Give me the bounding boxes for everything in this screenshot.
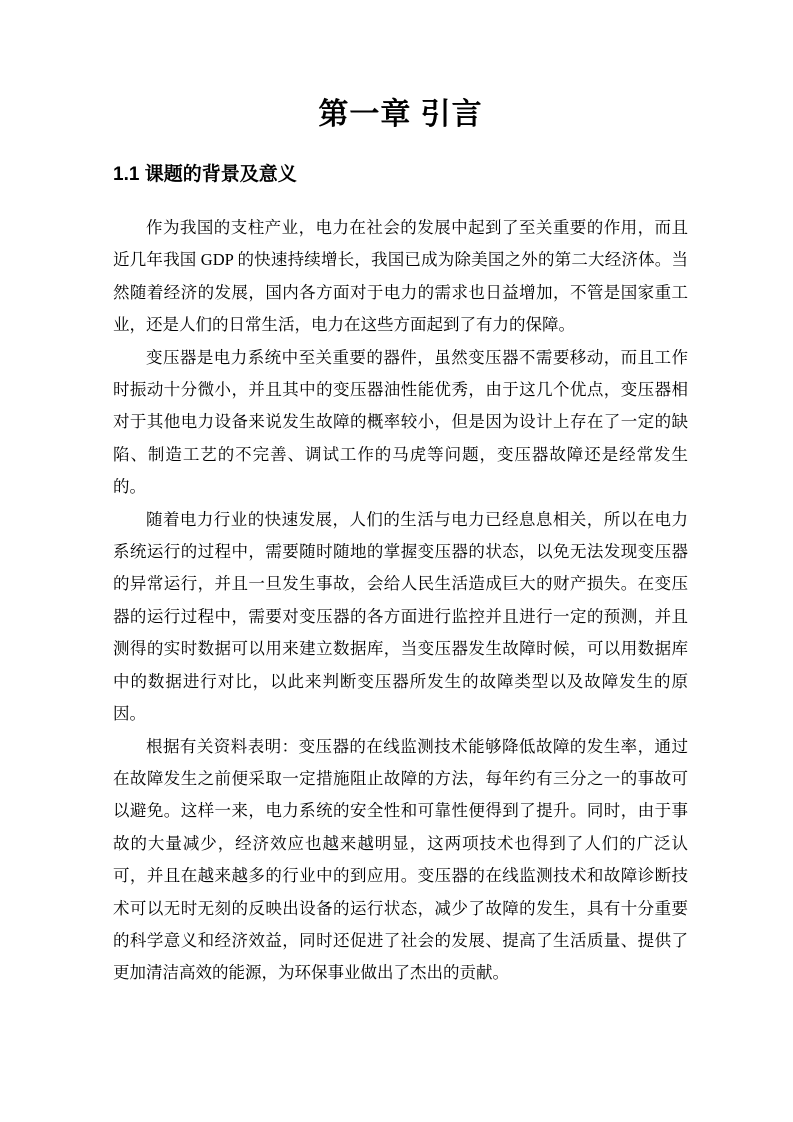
paragraph-2: 变压器是电力系统中至关重要的器件，虽然变压器不需要移动，而且工作时振动十分微小，并且其中的变压器油性能优秀，由于这几个优点，变压器相对于其他电力设备来说发生故障的概率较小，但是因为设计上存在了一定的缺陷、制造工艺的不完善、调试工作的马虎等问题，变压器故障还是经常发生的。 bbox=[113, 347, 688, 497]
paragraph-1: 作为我国的支柱产业，电力在社会的发展中起到了至关重要的作用，而且近几年我国 GDP 的快速持续增长，我国已成为除美国之外的第二大经济体。当然随着经济的发展，国内各方面对于电力的需求也日益增加，不管是国家重工业，还是人们的日常生活，电力在这些方面起到了有力的保障。 bbox=[113, 218, 688, 335]
paragraph-3: 随着电力行业的快速发展，人们的生活与电力已经息息相关，所以在电力系统运行的过程中，需要随时随地的掌握变压器的状态，以免无法发现变压器的异常运行，并且一旦发生事故，会给人民生活造成巨大的财产损失。在变压器的运行过程中，需要对变压器的各方面进行监控并且进行一定的预测，并且测得的实时数据可以用来建立数据库，当变压器发生故障时候，可以用数据库中的数据进行对比，以此来判断变压器所发生的故障类型以及故障发生的原因。 bbox=[113, 509, 688, 724]
section-heading: 1.1 课题的背景及意义 bbox=[113, 164, 297, 185]
body-text bbox=[113, 212, 688, 990]
chapter-title: 第一章 引言 bbox=[318, 98, 483, 131]
paragraph-4: 根据有关资料表明：变压器的在线监测技术能够降低故障的发生率，通过在故障发生之前便采取一定措施阻止故障的方法，每年约有三分之一的事故可以避免。这样一来，电力系统的安全性和可靠性便得到了提升。同时，由于事故的大量减少，经济效应也越来越明显，这两项技术也得到了人们的广泛认可，并且在越来越多的行业中的到应用。变压器的在线监测技术和故障诊断技术可以无时无刻的反映出设备的运行状态，减少了故障的发生，具有十分重要的科学意义和经济效益，同时还促进了社会的发展、提高了生活质量、提供了更加清洁高效的能源，为环保事业做出了杰出的贡献。 bbox=[113, 736, 688, 983]
page-content bbox=[113, 0, 688, 990]
